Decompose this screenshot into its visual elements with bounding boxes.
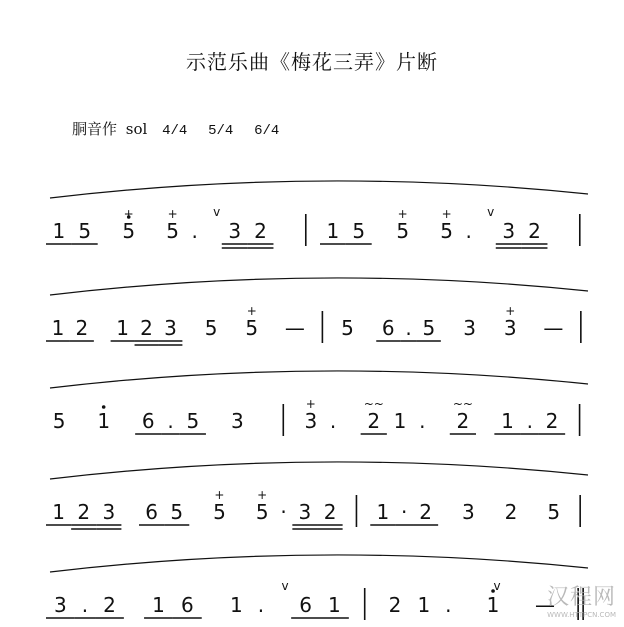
note: 5 [341, 316, 354, 340]
note: 5 [245, 316, 259, 340]
note: 3 [228, 219, 242, 243]
note: 3 [461, 500, 475, 524]
note: 2 [103, 593, 116, 617]
breath-mark: v [487, 205, 495, 219]
note: — [543, 316, 564, 340]
watermark-logo [547, 580, 616, 619]
note: 2 [504, 500, 518, 524]
ornament-mark: + [123, 207, 134, 221]
slur-row-3 [50, 371, 588, 388]
note: 1 [152, 593, 165, 617]
note: 5 [352, 219, 366, 243]
ornament-mark: + [505, 304, 516, 318]
ornament-mark: + [397, 207, 408, 221]
note: 5 [204, 316, 218, 340]
note: 5 [213, 500, 226, 524]
note: 2 [528, 219, 541, 243]
note: . [167, 409, 174, 433]
note: 1 [326, 219, 340, 243]
note: 5 [440, 219, 454, 243]
note: 2 [456, 409, 470, 433]
meter-1: 4/4 [162, 123, 188, 139]
note: 6 [381, 316, 395, 340]
note: 3 [502, 219, 516, 243]
note: . [191, 219, 198, 243]
note: 1 [486, 593, 500, 617]
note: . [465, 219, 472, 243]
watermark-url: WWW.HTTPCN.COM [547, 611, 616, 619]
piece-title: 示范乐曲《梅花三弄》片断 [186, 50, 438, 74]
note: 1 [393, 409, 407, 433]
note: 6 [141, 409, 155, 433]
note: 5 [547, 500, 561, 524]
note: 1 [229, 593, 243, 617]
note: 3 [503, 316, 517, 340]
note: 2 [388, 593, 402, 617]
note: 2 [75, 316, 89, 340]
note: 2 [545, 409, 559, 433]
note: 2 [77, 500, 91, 524]
note: 3 [164, 316, 177, 340]
note: 1 [97, 409, 111, 433]
ornament-mark: + [441, 207, 452, 221]
note: 2 [254, 219, 267, 243]
note: 2 [367, 409, 381, 433]
note: 5 [52, 409, 66, 433]
note: . [257, 593, 265, 617]
breath-mark: v [493, 579, 501, 593]
ornament-mark: + [246, 304, 257, 318]
note: . [81, 593, 89, 617]
breath-mark: v [281, 579, 289, 593]
note: 1 [116, 316, 129, 340]
note: . [405, 316, 412, 340]
note: 1 [417, 593, 431, 617]
note: 5 [170, 500, 184, 524]
note: 3 [54, 593, 67, 617]
note: . [445, 593, 452, 617]
note: 5 [166, 219, 180, 243]
note: 2 [140, 316, 153, 340]
note: . [419, 409, 426, 433]
note: 2 [323, 500, 337, 524]
note: 3 [231, 409, 244, 433]
note: 5 [255, 500, 269, 524]
note: 5 [422, 316, 436, 340]
note: 3 [304, 409, 318, 433]
note: . [526, 409, 533, 433]
slur-row-1 [50, 181, 588, 198]
slur-row-5 [50, 555, 588, 572]
meter-2: 5/4 [208, 123, 234, 139]
note: 1 [501, 409, 514, 433]
note: 3 [463, 316, 476, 340]
note: — [284, 316, 305, 340]
key-label: sol [125, 120, 148, 138]
note: 5 [122, 219, 136, 243]
slur-row-2 [50, 278, 588, 295]
technique-label: 胴音作 [72, 120, 118, 138]
note: 1 [328, 593, 341, 617]
trill-mark: ~~ [452, 397, 473, 411]
note: — [534, 593, 555, 617]
note: 6 [145, 500, 158, 524]
octave-dot [102, 405, 106, 409]
breath-mark: v [213, 205, 221, 219]
note: 1 [376, 500, 390, 524]
note: 6 [180, 593, 194, 617]
note: 6 [299, 593, 312, 617]
note: · [280, 500, 287, 524]
note: 5 [78, 219, 92, 243]
note: 1 [52, 219, 66, 243]
note: 1 [52, 500, 65, 524]
note: 5 [396, 219, 410, 243]
note: 3 [102, 500, 116, 524]
note: · [401, 500, 408, 524]
ornament-mark: + [305, 397, 316, 411]
note: 5 [186, 409, 200, 433]
note: 3 [298, 500, 312, 524]
trill-mark: ~~ [363, 397, 384, 411]
ornament-mark: + [214, 488, 225, 502]
slur-row-4 [50, 462, 588, 479]
note: . [329, 409, 337, 433]
meter-3: 6/4 [254, 123, 280, 139]
ornament-mark: + [257, 488, 268, 502]
watermark-text: 汉程网 [546, 585, 616, 610]
note: 1 [51, 316, 65, 340]
ornament-mark: + [167, 207, 178, 221]
note: 2 [419, 500, 432, 524]
